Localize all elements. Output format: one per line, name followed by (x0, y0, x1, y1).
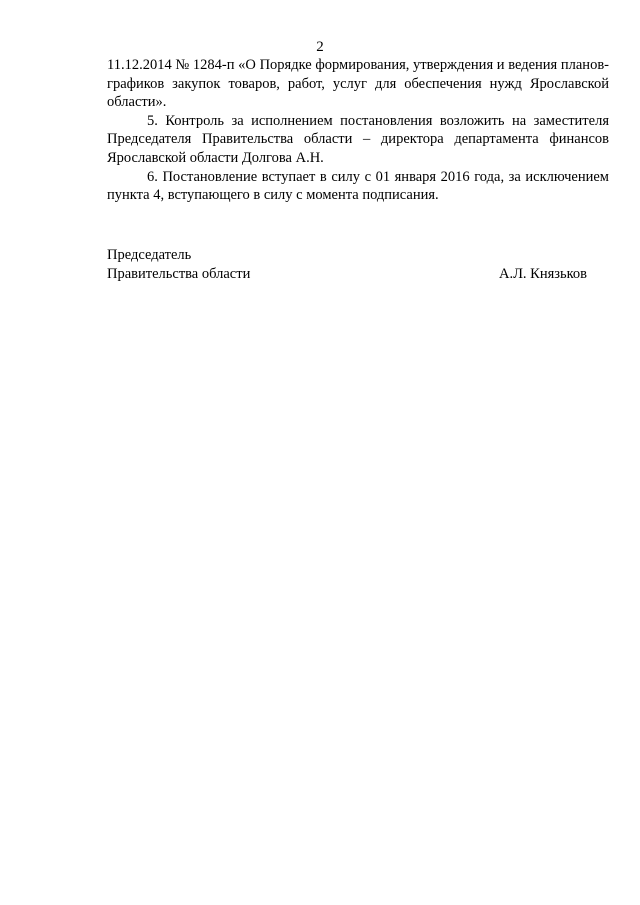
paragraph-item-6: 6. Постановление вступает в силу с 01 января 2016 года, за исключением пункта 4, вступающего в силу с момента подписания. (107, 168, 609, 204)
paragraph-item-5: 5. Контроль за исполнением постановления возложить на заместителя Председателя Правительства области – директора департамента финансов Ярославской области Долгова А.Н. (107, 112, 609, 166)
document-body (107, 56, 609, 205)
page-number: 2 (316, 39, 324, 55)
paragraph-continuation: 11.12.2014 № 1284-п «О Порядке формирования, утверждения и ведения планов-графиков закупок товаров, работ, услуг для обеспечения нужд Ярославской области». (107, 57, 609, 111)
signer-position-line2: Правительства области (107, 265, 251, 282)
signer-position-line1: Председатель (107, 247, 192, 263)
signer-name: А.Л. Князьков (498, 265, 587, 282)
signature-row (107, 265, 587, 284)
signature-block (107, 246, 587, 283)
